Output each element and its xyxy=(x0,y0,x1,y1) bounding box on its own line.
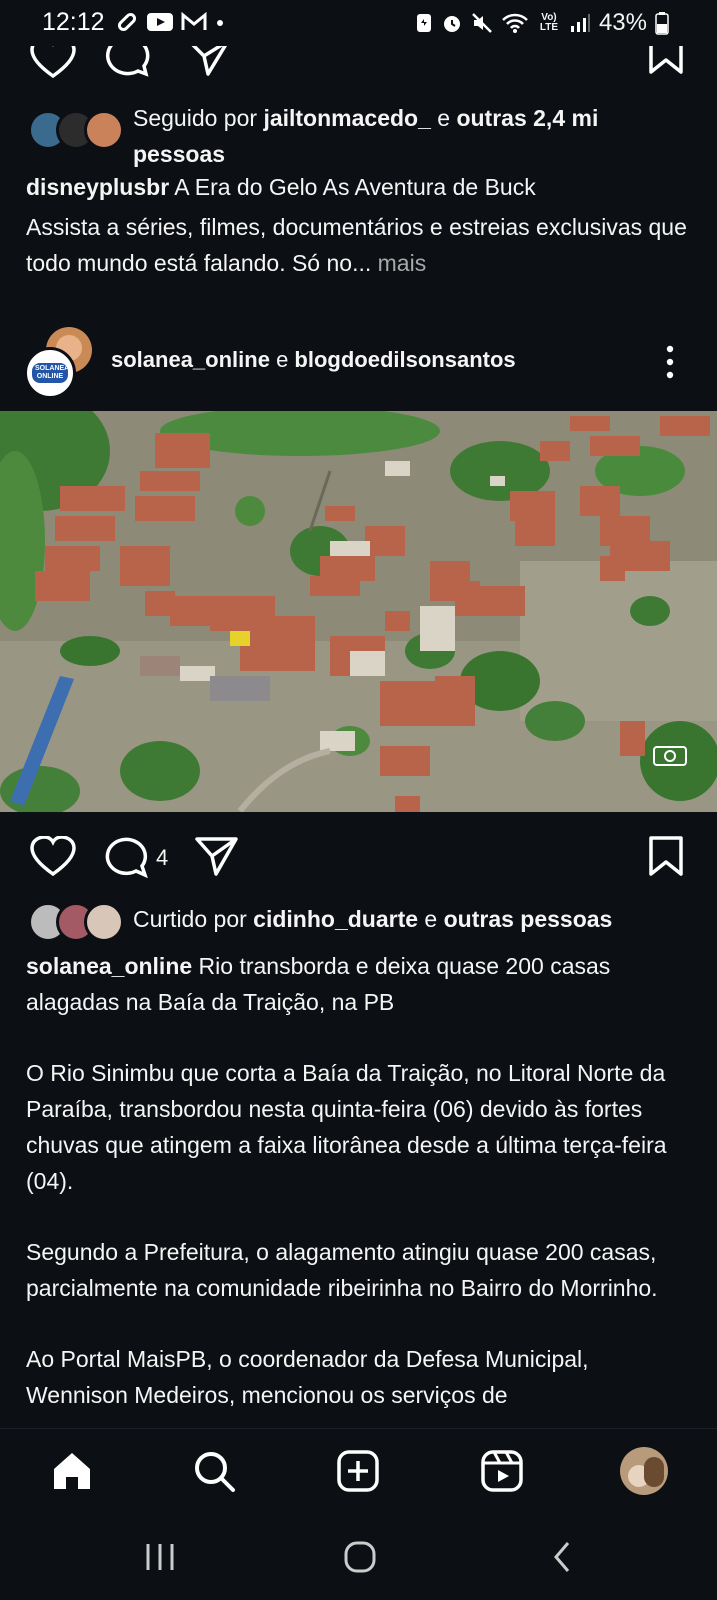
collaborator-username[interactable]: blogdoedilsonsantos xyxy=(294,347,516,372)
status-time: 12:12 xyxy=(42,8,105,36)
liker-username[interactable]: jailtonmacedo_ xyxy=(263,105,431,131)
mute-icon xyxy=(471,12,493,34)
caption-paragraph: O Rio Sinimbu que corta a Baía da Traição, no Litoral Norte da Paraíba, transbordou nesta quinta-feira (06) devido às fortes chuvas que atingem a faixa litorânea desde a última terça-feira (04). xyxy=(26,1060,667,1194)
post1-liker-avatars[interactable] xyxy=(28,110,112,150)
post2-likes[interactable] xyxy=(133,901,703,937)
likes-prefix: Seguido por xyxy=(133,105,264,131)
youtube-icon xyxy=(147,12,173,32)
post2-header xyxy=(0,325,717,401)
battery-percent: 43% xyxy=(598,9,647,36)
profile-avatar[interactable] xyxy=(620,1447,668,1495)
likes-others[interactable]: outras pessoas xyxy=(443,906,613,932)
post1-action-row xyxy=(0,46,717,86)
gmail-icon xyxy=(181,12,207,32)
create-icon[interactable] xyxy=(336,1449,380,1493)
caption-username[interactable]: solanea_online xyxy=(26,953,193,979)
post2-authors xyxy=(111,347,516,373)
likes-prefix: Curtido por xyxy=(133,906,254,932)
avatar-label: SOLANEA ONLINE xyxy=(32,363,68,383)
comment-icon[interactable] xyxy=(104,46,150,78)
post1-caption xyxy=(26,169,696,281)
liker-username[interactable]: cidinho_duarte xyxy=(253,906,419,932)
heart-icon[interactable] xyxy=(30,46,76,80)
home-icon[interactable] xyxy=(50,1449,94,1493)
bookmark-icon[interactable] xyxy=(648,46,684,78)
post2-caption xyxy=(26,948,691,1428)
status-bar xyxy=(0,0,717,46)
recent-apps-icon[interactable] xyxy=(144,1542,176,1572)
more-options-icon[interactable] xyxy=(664,345,676,379)
post-image[interactable] xyxy=(0,411,717,812)
battery-icon xyxy=(655,11,669,35)
wifi-icon xyxy=(501,12,529,34)
link-icon xyxy=(115,10,139,34)
caption-headline: Rio transborda e deixa quase 200 casas alagadas na Baía da Traição, na PB xyxy=(26,953,611,1015)
caption-title: A Era do Gelo As Aventura de Buck xyxy=(169,174,536,200)
author-username[interactable]: solanea_online xyxy=(111,347,270,372)
solanea-avatar[interactable] xyxy=(24,347,76,399)
comment-icon[interactable] xyxy=(104,836,150,878)
heart-icon[interactable] xyxy=(30,836,76,878)
post1-likes[interactable] xyxy=(133,100,693,172)
caption-paragraph: Ao Portal MaisPB, o coordenador da Defesa Municipal, Wennison Medeiros, mencionou os serviços de xyxy=(26,1346,589,1408)
status-system-icons xyxy=(415,9,669,37)
bottom-nav xyxy=(0,1428,717,1523)
network-label: Vo) LTE xyxy=(539,12,559,33)
saver-icon xyxy=(415,12,433,34)
system-nav-bar xyxy=(0,1522,717,1600)
more-link[interactable]: mais xyxy=(371,250,427,276)
search-icon[interactable] xyxy=(192,1449,236,1493)
signal-icon xyxy=(569,12,591,34)
avatar xyxy=(84,902,124,942)
caption-username[interactable]: disneyplusbr xyxy=(26,174,170,200)
caption-text: Assista a séries, filmes, documentários e estreias exclusivas que todo mundo está falando. Só no... xyxy=(26,214,687,276)
dot-icon xyxy=(215,12,225,32)
likes-connector: e xyxy=(418,906,444,932)
flood-aerial-photo xyxy=(0,411,717,812)
likes-connector: e xyxy=(430,105,457,131)
post2-action-row xyxy=(0,834,717,880)
home-button-icon[interactable] xyxy=(344,1541,376,1573)
avatar xyxy=(84,110,124,150)
post2-liker-avatars[interactable] xyxy=(28,902,112,942)
alarm-icon xyxy=(441,12,463,34)
caption-paragraph: Segundo a Prefeitura, o alagamento atingiu quase 200 casas, parcialmente na comunidade ribeirinha no Bairro do Morrinho. xyxy=(26,1239,658,1301)
tagged-users-icon[interactable] xyxy=(650,739,690,769)
authors-connector: e xyxy=(269,347,295,372)
bookmark-icon[interactable] xyxy=(648,836,684,878)
comment-count[interactable]: 4 xyxy=(156,845,169,870)
reels-icon[interactable] xyxy=(480,1449,524,1493)
back-icon[interactable] xyxy=(552,1541,572,1573)
share-icon[interactable] xyxy=(186,46,232,78)
status-notification-icons xyxy=(115,10,225,34)
share-icon[interactable] xyxy=(194,836,240,878)
likes-others[interactable]: outras 2,4 mi pessoas xyxy=(133,105,599,167)
